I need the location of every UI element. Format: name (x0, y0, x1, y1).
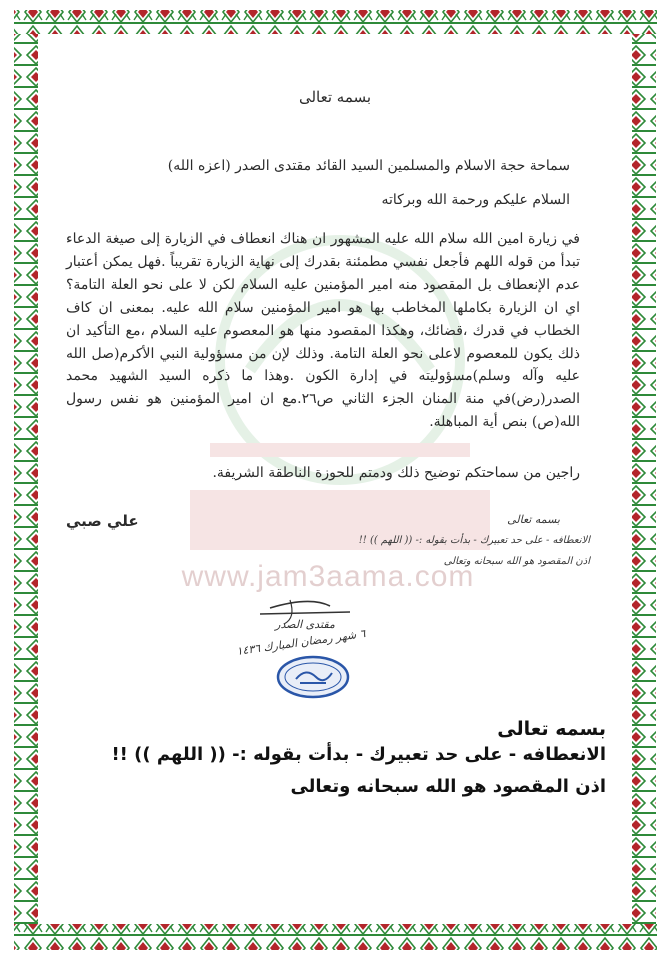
letter-bismillah: بسمه تعالى (298, 88, 372, 106)
transcription-line: اذن المقصود هو الله سبحانه وتعالى (290, 776, 606, 797)
handwritten-reply-line: اذن المقصود هو الله سبحانه وتعالى (443, 556, 590, 567)
signature-date: ٦ شهر رمضان المبارك ١٤٣٦ (235, 627, 367, 658)
letter-signer: علي صبي (66, 512, 139, 530)
seal-stamp-icon (276, 655, 350, 699)
signature-name: مقتدى الصدر (275, 618, 335, 631)
letter-closing: راجين من سماحتكم توضيح ذلك ودمتم للحوزة الناطقة الشريفة. (212, 465, 580, 481)
letter-body: في زيارة امين الله سلام الله عليه المشهور ان هناك انعطاف في الزيارة إلى صيغة الدعاء تبدأ من قوله اللهم فأجعل نفسي مطمئنة بقدرك إلى نهاية الزيارة تقريباً .فهل يمكن أعتبار عدم الإنعطاف بل المقصود منه امير المؤمنين عليه السلام لكن لا على نحو العلة التامة؟ اي ان الزيارة بكاملها المخاطب بها هو امير المؤمنين سلام الله عليه. بمعنى ان كاف الخطاب في قدرك ،قضائك، وهكذا المقصود منها هو المعصوم عليه السلام ،مع التأكيد ان ذلك يكون للمعصوم لاعلى نحو العلة التامة. وذلك لإن من مسؤولية النبي الأكرم(صل الله عليه وآله وسلم)مسؤوليته في إدارة الكون .وهذا ما ذكره السيد الشهيد محمد الصدر(رض)في منة المنان الجزء الثاني ص٢٦.مع ان امير المؤمنين هو نفس رسول الله(ص) بنص أية المباهلة. (66, 231, 581, 431)
transcription-bismillah: بسمه تعالى (497, 718, 606, 740)
letter-addressee: سماحة حجة الاسلام والمسلمين السيد القائد مقتدى الصدر (اعزه الله) (167, 158, 570, 174)
letter-greeting: السلام عليكم ورحمة الله وبركاته (381, 192, 570, 208)
handwritten-bismillah: بسمه تعالى (507, 513, 560, 526)
transcription-line: الانعطافه - على حد تعبيرك - بدأت بقوله :- (( اللهم )) !! (111, 744, 606, 765)
watermark-url: www.jam3aama.com (181, 560, 475, 593)
handwritten-reply-line: الانعطافه - على حد تعبيرك - بدأت بقوله :- (( اللهم )) !! (358, 535, 590, 546)
